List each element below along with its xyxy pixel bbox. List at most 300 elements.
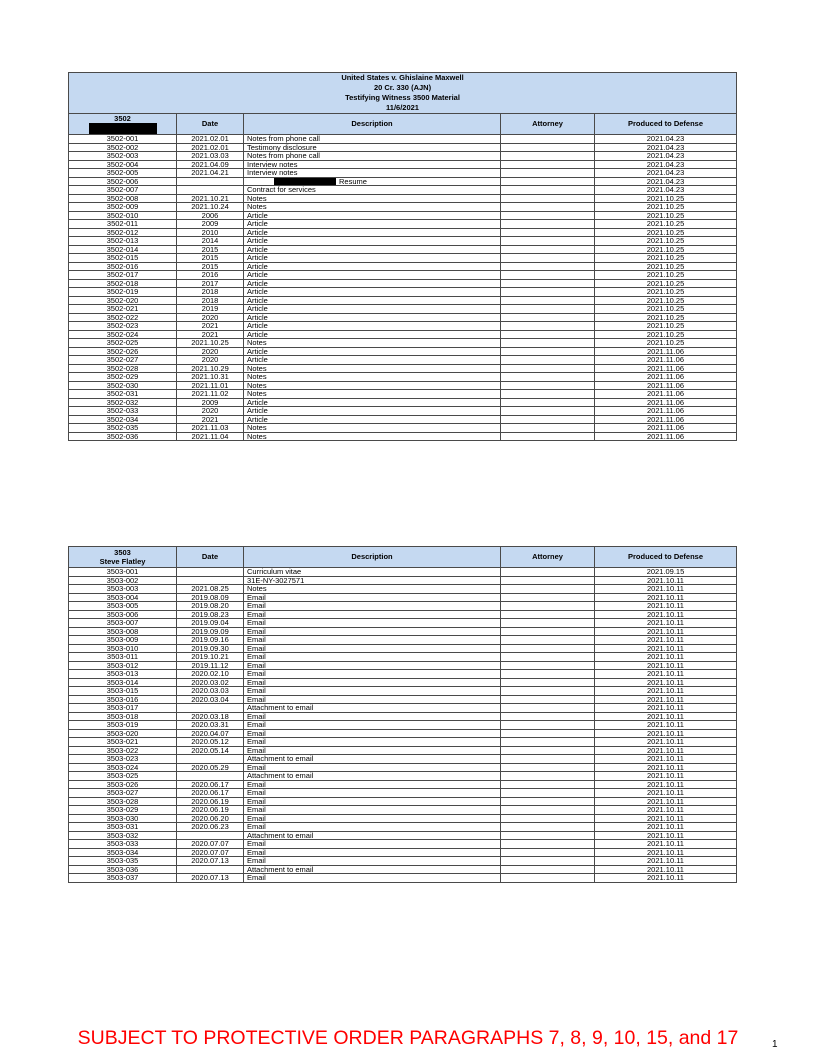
item-produced-cell: 2021.10.25	[595, 262, 737, 271]
item-produced-cell: 2021.10.11	[595, 593, 737, 602]
item-attorney-cell	[501, 712, 595, 721]
table-row	[69, 203, 737, 212]
item-number-cell: 3503-016	[69, 695, 177, 704]
item-attorney-cell	[501, 636, 595, 645]
item-attorney-cell	[501, 695, 595, 704]
item-date-cell: 2019.11.12	[177, 661, 244, 670]
item-attorney-cell	[501, 729, 595, 738]
item-attorney-cell	[501, 415, 595, 424]
item-number-cell: 3503-037	[69, 874, 177, 883]
table-row	[69, 755, 737, 764]
item-description-cell: Curriculum vitae	[244, 568, 501, 577]
table-row	[69, 271, 737, 280]
table-row	[69, 593, 737, 602]
item-date-cell	[177, 772, 244, 781]
item-date-cell: 2015	[177, 245, 244, 254]
table-row	[69, 152, 737, 161]
item-attorney-cell	[501, 814, 595, 823]
table-row	[69, 237, 737, 246]
item-date-cell: 2009	[177, 220, 244, 229]
item-date-cell: 2021.10.24	[177, 203, 244, 212]
item-date-cell: 2020.06.17	[177, 780, 244, 789]
item-attorney-cell	[501, 789, 595, 798]
item-number-cell: 3503-020	[69, 729, 177, 738]
item-description-cell: Interview notes	[244, 169, 501, 178]
attorney-column-header: Attorney	[501, 547, 595, 568]
produced-column-header: Produced to Defense	[595, 114, 737, 135]
witness-number: 3502	[114, 114, 131, 123]
item-description-cell: Interview notes	[244, 160, 501, 169]
item-attorney-cell	[501, 772, 595, 781]
table-row	[69, 356, 737, 365]
item-description-cell: Email	[244, 763, 501, 772]
item-description-cell: Email	[244, 874, 501, 883]
witness-name: Steve Flatley	[99, 557, 146, 566]
item-description-cell: Email	[244, 653, 501, 662]
item-attorney-cell	[501, 857, 595, 866]
item-produced-cell: 2021.11.06	[595, 432, 737, 441]
item-produced-cell: 2021.10.11	[595, 797, 737, 806]
item-description-cell: Contract for services	[244, 186, 501, 195]
table-row	[69, 831, 737, 840]
table-row	[69, 339, 737, 348]
item-produced-cell: 2021.10.25	[595, 313, 737, 322]
item-description-cell: Article	[244, 322, 501, 331]
table-row	[69, 432, 737, 441]
item-description-cell: Email	[244, 712, 501, 721]
item-attorney-cell	[501, 262, 595, 271]
item-date-cell: 2020	[177, 347, 244, 356]
item-number-cell: 3503-029	[69, 806, 177, 815]
item-date-cell: 2019.08.09	[177, 593, 244, 602]
item-date-cell: 2021.08.25	[177, 585, 244, 594]
item-attorney-cell	[501, 780, 595, 789]
item-attorney-cell	[501, 763, 595, 772]
item-description-cell: Attachment to email	[244, 831, 501, 840]
item-date-cell: 2018	[177, 288, 244, 297]
item-produced-cell: 2021.10.11	[595, 746, 737, 755]
item-produced-cell: 2021.10.25	[595, 245, 737, 254]
item-produced-cell: 2021.10.11	[595, 772, 737, 781]
item-description-cell: Article	[244, 330, 501, 339]
table-row	[69, 364, 737, 373]
item-produced-cell: 2021.11.06	[595, 347, 737, 356]
item-attorney-cell	[501, 279, 595, 288]
table-row	[69, 661, 737, 670]
table-row	[69, 576, 737, 585]
item-produced-cell: 2021.11.06	[595, 373, 737, 382]
item-description-cell: Email	[244, 729, 501, 738]
table-row	[69, 627, 737, 636]
item-description-cell: Article	[244, 271, 501, 280]
item-number-cell: 3502-022	[69, 313, 177, 322]
item-date-cell: 2020.02.10	[177, 670, 244, 679]
item-number-cell: 3502-025	[69, 339, 177, 348]
table-row	[69, 220, 737, 229]
table-row	[69, 789, 737, 798]
table-row	[69, 313, 737, 322]
item-description-cell: Email	[244, 602, 501, 611]
table-row	[69, 568, 737, 577]
table-row	[69, 279, 737, 288]
item-number-cell: 3502-033	[69, 407, 177, 416]
item-produced-cell: 2021.10.25	[595, 228, 737, 237]
witness-number-header	[69, 114, 177, 135]
item-date-cell	[177, 755, 244, 764]
item-produced-cell: 2021.10.11	[595, 789, 737, 798]
table-row	[69, 160, 737, 169]
item-date-cell	[177, 186, 244, 195]
item-number-cell: 3503-027	[69, 789, 177, 798]
item-attorney-cell	[501, 186, 595, 195]
item-produced-cell: 2021.10.11	[595, 619, 737, 628]
item-number-cell: 3503-004	[69, 593, 177, 602]
item-attorney-cell	[501, 364, 595, 373]
item-number-cell: 3503-030	[69, 814, 177, 823]
item-number-cell: 3503-024	[69, 763, 177, 772]
item-number-cell: 3502-035	[69, 424, 177, 433]
item-description-cell: Article	[244, 211, 501, 220]
table-row	[69, 797, 737, 806]
item-number-cell: 3502-004	[69, 160, 177, 169]
table-row	[69, 305, 737, 314]
item-attorney-cell	[501, 152, 595, 161]
table-row	[69, 848, 737, 857]
table-row	[69, 678, 737, 687]
item-description-cell: Notes	[244, 424, 501, 433]
item-description-cell: Notes	[244, 194, 501, 203]
item-description-cell: Article	[244, 288, 501, 297]
table-row	[69, 619, 737, 628]
item-date-cell	[177, 704, 244, 713]
item-date-cell: 2021.11.04	[177, 432, 244, 441]
item-description-cell	[244, 177, 501, 186]
item-description-cell: Email	[244, 857, 501, 866]
item-description-cell: Email	[244, 738, 501, 747]
table-row	[69, 704, 737, 713]
table-row	[69, 169, 737, 178]
item-date-cell: 2020.03.18	[177, 712, 244, 721]
item-attorney-cell	[501, 288, 595, 297]
item-description-cell: Email	[244, 687, 501, 696]
item-description-cell: Notes	[244, 585, 501, 594]
item-description-cell: Notes	[244, 390, 501, 399]
item-produced-cell: 2021.11.06	[595, 407, 737, 416]
witness-3502-table	[68, 72, 737, 441]
table-row	[69, 814, 737, 823]
item-produced-cell: 2021.04.23	[595, 169, 737, 178]
item-attorney-cell	[501, 237, 595, 246]
item-number-cell: 3502-016	[69, 262, 177, 271]
item-attorney-cell	[501, 398, 595, 407]
item-number-cell: 3503-025	[69, 772, 177, 781]
description-text: Resume	[339, 177, 367, 186]
item-number-cell: 3502-015	[69, 254, 177, 263]
item-attorney-cell	[501, 296, 595, 305]
redacted-name	[274, 178, 336, 185]
table-row	[69, 135, 737, 144]
table-row	[69, 763, 737, 772]
item-date-cell: 2019.09.30	[177, 644, 244, 653]
document-date: 11/6/2021	[386, 103, 419, 112]
item-number-cell: 3503-008	[69, 627, 177, 636]
item-date-cell	[177, 865, 244, 874]
item-number-cell: 3503-026	[69, 780, 177, 789]
item-description-cell: Email	[244, 593, 501, 602]
table-row	[69, 390, 737, 399]
item-attorney-cell	[501, 610, 595, 619]
item-description-cell: Email	[244, 644, 501, 653]
item-produced-cell: 2021.04.23	[595, 152, 737, 161]
item-date-cell	[177, 831, 244, 840]
item-produced-cell: 2021.10.11	[595, 627, 737, 636]
item-description-cell: Email	[244, 848, 501, 857]
produced-column-header: Produced to Defense	[595, 547, 737, 568]
item-number-cell: 3503-012	[69, 661, 177, 670]
item-attorney-cell	[501, 424, 595, 433]
item-produced-cell: 2021.09.15	[595, 568, 737, 577]
item-date-cell: 2019.08.20	[177, 602, 244, 611]
item-number-cell: 3502-026	[69, 347, 177, 356]
item-date-cell: 2020.07.13	[177, 874, 244, 883]
item-number-cell: 3503-013	[69, 670, 177, 679]
item-description-cell: Email	[244, 695, 501, 704]
item-date-cell: 2020.05.14	[177, 746, 244, 755]
item-description-cell: Article	[244, 305, 501, 314]
item-attorney-cell	[501, 678, 595, 687]
item-attorney-cell	[501, 347, 595, 356]
table-row	[69, 865, 737, 874]
item-description-cell: Article	[244, 262, 501, 271]
item-date-cell: 2020.03.03	[177, 687, 244, 696]
item-number-cell: 3503-035	[69, 857, 177, 866]
item-date-cell: 2020.07.07	[177, 848, 244, 857]
table-row	[69, 228, 737, 237]
item-produced-cell: 2021.10.25	[595, 322, 737, 331]
table-row	[69, 322, 737, 331]
item-description-cell: Attachment to email	[244, 772, 501, 781]
item-date-cell: 2021.11.02	[177, 390, 244, 399]
item-attorney-cell	[501, 356, 595, 365]
item-number-cell: 3503-009	[69, 636, 177, 645]
item-date-cell: 2021.02.01	[177, 135, 244, 144]
material-label: Testifying Witness 3500 Material	[345, 93, 460, 102]
item-number-cell: 3503-014	[69, 678, 177, 687]
item-attorney-cell	[501, 390, 595, 399]
case-title-block	[69, 73, 737, 114]
item-number-cell: 3502-027	[69, 356, 177, 365]
item-number-cell: 3503-002	[69, 576, 177, 585]
item-attorney-cell	[501, 593, 595, 602]
item-number-cell: 3502-007	[69, 186, 177, 195]
table-row	[69, 373, 737, 382]
item-description-cell: Notes	[244, 381, 501, 390]
item-produced-cell: 2021.10.25	[595, 279, 737, 288]
item-date-cell: 2020.05.29	[177, 763, 244, 772]
attorney-column-header: Attorney	[501, 114, 595, 135]
item-produced-cell: 2021.04.23	[595, 177, 737, 186]
item-produced-cell: 2021.11.06	[595, 356, 737, 365]
item-number-cell: 3502-031	[69, 390, 177, 399]
item-description-cell: Email	[244, 661, 501, 670]
item-date-cell: 2017	[177, 279, 244, 288]
item-produced-cell: 2021.10.11	[595, 602, 737, 611]
table-row	[69, 398, 737, 407]
item-number-cell: 3502-001	[69, 135, 177, 144]
table-row	[69, 254, 737, 263]
item-date-cell: 2021.03.03	[177, 152, 244, 161]
item-date-cell: 2020.04.07	[177, 729, 244, 738]
table-row	[69, 857, 737, 866]
item-attorney-cell	[501, 220, 595, 229]
item-date-cell	[177, 177, 244, 186]
item-date-cell: 2020.06.19	[177, 806, 244, 815]
item-number-cell: 3502-014	[69, 245, 177, 254]
item-number-cell: 3503-019	[69, 721, 177, 730]
item-date-cell: 2021.11.03	[177, 424, 244, 433]
item-number-cell: 3503-006	[69, 610, 177, 619]
item-produced-cell: 2021.10.11	[595, 857, 737, 866]
table-row	[69, 296, 737, 305]
item-number-cell: 3502-012	[69, 228, 177, 237]
item-produced-cell: 2021.10.25	[595, 211, 737, 220]
table-row	[69, 738, 737, 747]
item-number-cell: 3502-008	[69, 194, 177, 203]
item-date-cell: 2021.10.29	[177, 364, 244, 373]
table-row	[69, 602, 737, 611]
item-description-cell: Notes	[244, 203, 501, 212]
item-produced-cell: 2021.10.25	[595, 254, 737, 263]
item-produced-cell: 2021.10.11	[595, 653, 737, 662]
item-number-cell: 3502-021	[69, 305, 177, 314]
table-row	[69, 721, 737, 730]
table-row	[69, 186, 737, 195]
item-attorney-cell	[501, 245, 595, 254]
item-description-cell: Email	[244, 780, 501, 789]
item-description-cell: Email	[244, 670, 501, 679]
item-produced-cell: 2021.10.25	[595, 296, 737, 305]
item-produced-cell: 2021.10.11	[595, 670, 737, 679]
item-number-cell: 3502-009	[69, 203, 177, 212]
item-description-cell: Notes from phone call	[244, 135, 501, 144]
item-description-cell: Article	[244, 245, 501, 254]
item-attorney-cell	[501, 432, 595, 441]
item-number-cell: 3503-005	[69, 602, 177, 611]
item-produced-cell: 2021.10.11	[595, 610, 737, 619]
item-number-cell: 3502-013	[69, 237, 177, 246]
item-number-cell: 3503-028	[69, 797, 177, 806]
description-column-header: Description	[244, 114, 501, 135]
item-attorney-cell	[501, 704, 595, 713]
item-date-cell: 2021.02.01	[177, 143, 244, 152]
item-produced-cell: 2021.04.23	[595, 143, 737, 152]
item-attorney-cell	[501, 254, 595, 263]
item-description-cell: Email	[244, 797, 501, 806]
item-produced-cell: 2021.10.11	[595, 704, 737, 713]
page-number: 1	[772, 1039, 778, 1050]
item-attorney-cell	[501, 644, 595, 653]
item-attorney-cell	[501, 670, 595, 679]
item-attorney-cell	[501, 746, 595, 755]
item-number-cell: 3502-006	[69, 177, 177, 186]
item-description-cell: Article	[244, 407, 501, 416]
item-description-cell: Notes	[244, 373, 501, 382]
witness-number: 3503	[114, 548, 131, 557]
item-date-cell: 2019.09.04	[177, 619, 244, 628]
item-attorney-cell	[501, 806, 595, 815]
item-produced-cell: 2021.10.25	[595, 220, 737, 229]
item-number-cell: 3502-020	[69, 296, 177, 305]
item-produced-cell: 2021.10.25	[595, 339, 737, 348]
item-description-cell: Article	[244, 228, 501, 237]
item-date-cell: 2020.03.31	[177, 721, 244, 730]
item-description-cell: Email	[244, 746, 501, 755]
table-row	[69, 840, 737, 849]
table-row	[69, 644, 737, 653]
table-row	[69, 806, 737, 815]
item-number-cell: 3503-007	[69, 619, 177, 628]
item-date-cell: 2014	[177, 237, 244, 246]
item-date-cell: 2020.06.17	[177, 789, 244, 798]
item-number-cell: 3502-029	[69, 373, 177, 382]
item-produced-cell: 2021.10.25	[595, 271, 737, 280]
item-number-cell: 3502-017	[69, 271, 177, 280]
table-row	[69, 670, 737, 679]
item-produced-cell: 2021.10.11	[595, 814, 737, 823]
item-description-cell: Attachment to email	[244, 865, 501, 874]
item-description-cell: Testimony disclosure	[244, 143, 501, 152]
item-number-cell: 3502-028	[69, 364, 177, 373]
item-description-cell: Article	[244, 237, 501, 246]
item-number-cell: 3503-032	[69, 831, 177, 840]
item-description-cell: Email	[244, 840, 501, 849]
item-attorney-cell	[501, 568, 595, 577]
item-attorney-cell	[501, 177, 595, 186]
item-number-cell: 3503-011	[69, 653, 177, 662]
item-attorney-cell	[501, 840, 595, 849]
item-produced-cell: 2021.10.11	[595, 831, 737, 840]
item-number-cell: 3502-036	[69, 432, 177, 441]
item-description-cell: Email	[244, 806, 501, 815]
item-produced-cell: 2021.10.11	[595, 695, 737, 704]
item-attorney-cell	[501, 169, 595, 178]
table-row	[69, 245, 737, 254]
item-description-cell: Notes	[244, 432, 501, 441]
table-row	[69, 823, 737, 832]
table-row	[69, 330, 737, 339]
witness-number-header	[69, 547, 177, 568]
item-number-cell: 3503-003	[69, 585, 177, 594]
item-description-cell: Article	[244, 254, 501, 263]
item-number-cell: 3502-019	[69, 288, 177, 297]
item-description-cell: Email	[244, 619, 501, 628]
table-row	[69, 780, 737, 789]
item-produced-cell: 2021.10.11	[595, 585, 737, 594]
item-description-cell: 31E-NY-3027571	[244, 576, 501, 585]
item-number-cell: 3502-003	[69, 152, 177, 161]
item-produced-cell: 2021.10.11	[595, 823, 737, 832]
item-attorney-cell	[501, 330, 595, 339]
item-date-cell: 2018	[177, 296, 244, 305]
item-description-cell: Attachment to email	[244, 704, 501, 713]
item-date-cell: 2021.10.31	[177, 373, 244, 382]
item-description-cell: Email	[244, 823, 501, 832]
table-row	[69, 262, 737, 271]
item-produced-cell: 2021.10.11	[595, 636, 737, 645]
item-attorney-cell	[501, 687, 595, 696]
table-row	[69, 211, 737, 220]
item-date-cell: 2020.03.02	[177, 678, 244, 687]
